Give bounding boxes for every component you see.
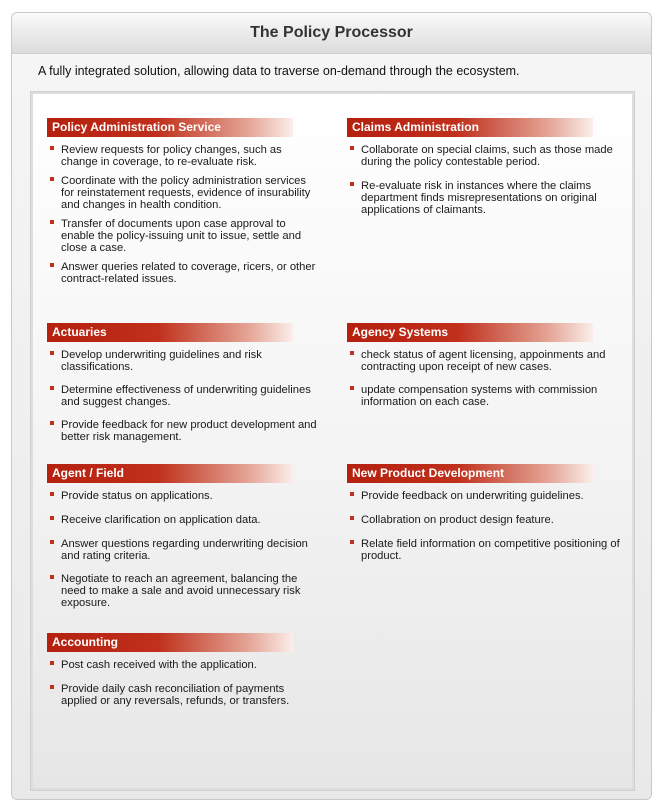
- list-item: Relate field information on competitive positioning of product.: [347, 538, 627, 562]
- list-item: Determine effectiveness of underwriting guidelines and suggest changes.: [47, 384, 332, 408]
- section-actuaries: [47, 323, 332, 450]
- bullet-icon: [50, 386, 54, 390]
- content-area: [30, 91, 635, 791]
- list-item: Re-evaluate risk in instances where the claims department finds misrepresentations on original applications of claimants.: [347, 180, 622, 216]
- list-item: Provide feedback for new product development and better risk management.: [47, 419, 332, 443]
- section-header: Accounting: [47, 633, 293, 652]
- list-item: Answer questions regarding underwriting decision and rating criteria.: [47, 538, 317, 562]
- bullet-icon: [50, 220, 54, 224]
- item-list: [47, 490, 317, 609]
- bullet-icon: [50, 421, 54, 425]
- list-item: Post cash received with the application.: [47, 659, 317, 671]
- bullet-icon: [50, 685, 54, 689]
- list-item: Coordinate with the policy administration services for reinstatement requests, evidence of insurability and changes in health condition.: [47, 175, 317, 211]
- bullet-icon: [350, 386, 354, 390]
- bullet-icon: [350, 540, 354, 544]
- list-item: Provide feedback on underwriting guidelines.: [347, 490, 627, 502]
- item-list: [47, 349, 332, 443]
- section-header: Agency Systems: [347, 323, 593, 342]
- bullet-icon: [50, 263, 54, 267]
- page-subtitle: A fully integrated solution, allowing data to traverse on-demand through the ecosystem.: [38, 64, 520, 78]
- item-list: [47, 659, 317, 707]
- list-item: Develop underwriting guidelines and risk classifications.: [47, 349, 332, 373]
- list-item: Transfer of documents upon case approval to enable the policy-issuing unit to issue, settle and close a case.: [47, 218, 317, 254]
- bullet-icon: [350, 516, 354, 520]
- list-item: Answer queries related to coverage, ricers, or other contract-related issues.: [47, 261, 317, 285]
- list-item: Collabration on product design feature.: [347, 514, 627, 526]
- list-item: Review requests for policy changes, such as change in coverage, to re-evaluate risk.: [47, 144, 317, 168]
- bullet-icon: [50, 661, 54, 665]
- page-title: The Policy Processor: [12, 13, 651, 54]
- section-policy-administration-service: [47, 118, 317, 292]
- policy-processor-panel: [11, 12, 652, 800]
- bullet-icon: [50, 146, 54, 150]
- section-agent-field: [47, 464, 317, 616]
- section-header: New Product Development: [347, 464, 593, 483]
- section-header: Policy Administration Service: [47, 118, 293, 137]
- bullet-icon: [50, 516, 54, 520]
- list-item: Receive clarification on application data.: [47, 514, 317, 526]
- list-item: Provide daily cash reconciliation of payments applied or any reversals, refunds, or transfers.: [47, 683, 317, 707]
- list-item: check status of agent licensing, appoinments and contracting upon receipt of new cases.: [347, 349, 627, 373]
- section-new-product-development: [347, 464, 627, 569]
- section-header: Agent / Field: [47, 464, 293, 483]
- item-list: [347, 490, 627, 562]
- section-claims-administration: [347, 118, 622, 223]
- list-item: update compensation systems with commission information on each case.: [347, 384, 627, 408]
- bullet-icon: [350, 146, 354, 150]
- section-header: Claims Administration: [347, 118, 593, 137]
- item-list: [347, 349, 627, 408]
- bullet-icon: [50, 492, 54, 496]
- list-item: Provide status on applications.: [47, 490, 317, 502]
- section-agency-systems: [347, 323, 627, 415]
- bullet-icon: [50, 177, 54, 181]
- section-accounting: [47, 633, 317, 714]
- list-item: Negotiate to reach an agreement, balancing the need to make a sale and avoid unnecessary risk exposure.: [47, 573, 317, 609]
- item-list: [347, 144, 622, 216]
- bullet-icon: [350, 182, 354, 186]
- bullet-icon: [350, 492, 354, 496]
- bullet-icon: [50, 351, 54, 355]
- section-header: Actuaries: [47, 323, 293, 342]
- list-item: Collaborate on special claims, such as those made during the policy contestable period.: [347, 144, 622, 168]
- bullet-icon: [50, 540, 54, 544]
- bullet-icon: [350, 351, 354, 355]
- item-list: [47, 144, 317, 285]
- bullet-icon: [50, 575, 54, 579]
